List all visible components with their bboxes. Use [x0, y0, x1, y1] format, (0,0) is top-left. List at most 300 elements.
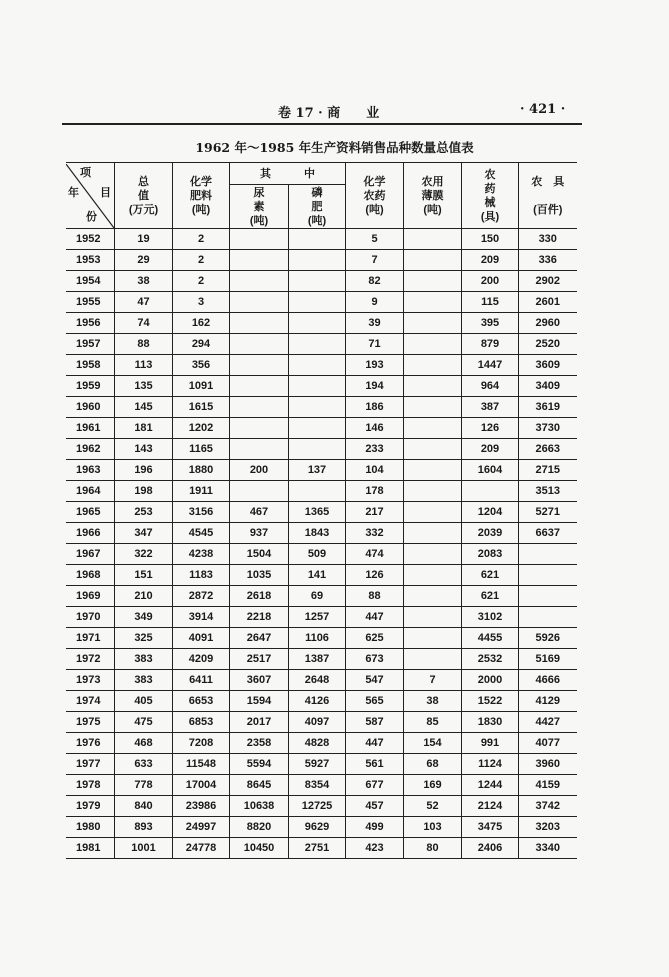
value-cell: 621: [462, 586, 519, 607]
value-cell: 104: [346, 460, 404, 481]
value-cell: [289, 481, 346, 502]
value-cell: 457: [346, 796, 404, 817]
value-cell: 3156: [173, 502, 230, 523]
value-cell: 2517: [230, 649, 289, 670]
table-row: [66, 712, 577, 733]
value-cell: [519, 607, 577, 628]
value-cell: [404, 292, 462, 313]
value-cell: 4238: [173, 544, 230, 565]
value-cell: [519, 544, 577, 565]
value-cell: 1911: [173, 481, 230, 502]
value-cell: 2648: [289, 670, 346, 691]
value-cell: 135: [115, 376, 173, 397]
year-cell: 1958: [66, 355, 115, 376]
year-cell: 1962: [66, 439, 115, 460]
value-cell: 126: [462, 418, 519, 439]
value-cell: 2124: [462, 796, 519, 817]
value-cell: 387: [462, 397, 519, 418]
year-cell: 1968: [66, 565, 115, 586]
value-cell: 7: [346, 250, 404, 271]
value-cell: 621: [462, 565, 519, 586]
value-cell: 9: [346, 292, 404, 313]
value-cell: 3914: [173, 607, 230, 628]
value-cell: [404, 418, 462, 439]
value-cell: 39: [346, 313, 404, 334]
value-cell: 178: [346, 481, 404, 502]
value-cell: 383: [115, 670, 173, 691]
col-film: 农用 薄膜 (吨): [404, 163, 462, 229]
value-cell: [230, 313, 289, 334]
value-cell: 3619: [519, 397, 577, 418]
table-row: [66, 313, 577, 334]
value-cell: [289, 397, 346, 418]
value-cell: 1257: [289, 607, 346, 628]
value-cell: 325: [115, 628, 173, 649]
value-cell: 4455: [462, 628, 519, 649]
value-cell: 1830: [462, 712, 519, 733]
value-cell: [289, 271, 346, 292]
value-cell: 475: [115, 712, 173, 733]
value-cell: 332: [346, 523, 404, 544]
col-phosphate: 磷 肥 (吨): [289, 185, 346, 229]
value-cell: [404, 376, 462, 397]
table-row: [66, 544, 577, 565]
value-cell: [230, 271, 289, 292]
value-cell: 1880: [173, 460, 230, 481]
value-cell: 5926: [519, 628, 577, 649]
value-cell: 1504: [230, 544, 289, 565]
corner-right: 目: [100, 186, 111, 199]
value-cell: 7208: [173, 733, 230, 754]
value-cell: 2520: [519, 334, 577, 355]
table-row: [66, 775, 577, 796]
value-cell: 2: [173, 229, 230, 250]
value-cell: 68: [404, 754, 462, 775]
year-cell: 1973: [66, 670, 115, 691]
value-cell: 80: [404, 838, 462, 859]
value-cell: 4091: [173, 628, 230, 649]
value-cell: 8645: [230, 775, 289, 796]
year-cell: 1959: [66, 376, 115, 397]
value-cell: 2017: [230, 712, 289, 733]
value-cell: 2532: [462, 649, 519, 670]
col-pesticide: 化学 农药 (吨): [346, 163, 404, 229]
value-cell: [230, 334, 289, 355]
year-cell: 1978: [66, 775, 115, 796]
value-cell: 29: [115, 250, 173, 271]
value-cell: 4126: [289, 691, 346, 712]
value-cell: [404, 313, 462, 334]
value-cell: 1001: [115, 838, 173, 859]
value-cell: [404, 439, 462, 460]
value-cell: 217: [346, 502, 404, 523]
corner-bottom: 份: [86, 210, 97, 223]
value-cell: 154: [404, 733, 462, 754]
value-cell: 3: [173, 292, 230, 313]
year-cell: 1970: [66, 607, 115, 628]
value-cell: 561: [346, 754, 404, 775]
table-title: 1962 年～1985 年生产资料销售品种数量总值表: [195, 140, 474, 155]
value-cell: 447: [346, 733, 404, 754]
value-cell: 3409: [519, 376, 577, 397]
value-cell: 1522: [462, 691, 519, 712]
value-cell: 1204: [462, 502, 519, 523]
value-cell: 6637: [519, 523, 577, 544]
year-cell: 1979: [66, 796, 115, 817]
value-cell: [230, 439, 289, 460]
value-cell: 2000: [462, 670, 519, 691]
value-cell: 2406: [462, 838, 519, 859]
value-cell: 181: [115, 418, 173, 439]
value-cell: [404, 355, 462, 376]
value-cell: 2902: [519, 271, 577, 292]
value-cell: 4129: [519, 691, 577, 712]
value-cell: 879: [462, 334, 519, 355]
value-cell: 1604: [462, 460, 519, 481]
value-cell: 383: [115, 649, 173, 670]
value-cell: 1106: [289, 628, 346, 649]
value-cell: 1244: [462, 775, 519, 796]
value-cell: 1091: [173, 376, 230, 397]
year-cell: 1975: [66, 712, 115, 733]
year-cell: 1971: [66, 628, 115, 649]
value-cell: 587: [346, 712, 404, 733]
value-cell: 10638: [230, 796, 289, 817]
value-cell: 673: [346, 649, 404, 670]
value-cell: 5927: [289, 754, 346, 775]
value-cell: 633: [115, 754, 173, 775]
table-row: [66, 565, 577, 586]
value-cell: [289, 292, 346, 313]
value-cell: 146: [346, 418, 404, 439]
value-cell: 468: [115, 733, 173, 754]
value-cell: 2647: [230, 628, 289, 649]
value-cell: 2872: [173, 586, 230, 607]
table-row: [66, 628, 577, 649]
value-cell: [404, 565, 462, 586]
value-cell: 5169: [519, 649, 577, 670]
value-cell: 937: [230, 523, 289, 544]
table-row: [66, 481, 577, 502]
value-cell: 4545: [173, 523, 230, 544]
corner-top: 项: [80, 166, 91, 179]
table-row: [66, 733, 577, 754]
value-cell: 349: [115, 607, 173, 628]
value-cell: 4427: [519, 712, 577, 733]
value-cell: [289, 439, 346, 460]
year-cell: 1969: [66, 586, 115, 607]
value-cell: 137: [289, 460, 346, 481]
value-cell: [230, 229, 289, 250]
value-cell: 322: [115, 544, 173, 565]
value-cell: [404, 586, 462, 607]
value-cell: 3475: [462, 817, 519, 838]
col-sprayer: 农 药 械 (具): [462, 163, 519, 229]
value-cell: [230, 397, 289, 418]
value-cell: 1202: [173, 418, 230, 439]
value-cell: [230, 481, 289, 502]
value-cell: 2715: [519, 460, 577, 481]
year-cell: 1964: [66, 481, 115, 502]
value-cell: 3102: [462, 607, 519, 628]
page-number: · 421 ·: [520, 102, 566, 117]
table-row: [66, 418, 577, 439]
value-cell: 2601: [519, 292, 577, 313]
section-title: 卷 17 · 商 业: [278, 106, 380, 121]
value-cell: [404, 250, 462, 271]
value-cell: [289, 313, 346, 334]
value-cell: 625: [346, 628, 404, 649]
year-cell: 1980: [66, 817, 115, 838]
value-cell: 143: [115, 439, 173, 460]
value-cell: 2083: [462, 544, 519, 565]
value-cell: 151: [115, 565, 173, 586]
value-cell: 3609: [519, 355, 577, 376]
year-cell: 1952: [66, 229, 115, 250]
value-cell: 38: [404, 691, 462, 712]
value-cell: [289, 355, 346, 376]
value-cell: 233: [346, 439, 404, 460]
value-cell: 5271: [519, 502, 577, 523]
value-cell: 82: [346, 271, 404, 292]
table-row: [66, 649, 577, 670]
table-row: [66, 754, 577, 775]
value-cell: 2039: [462, 523, 519, 544]
value-cell: 210: [115, 586, 173, 607]
value-cell: 1165: [173, 439, 230, 460]
value-cell: 4097: [289, 712, 346, 733]
table-row: [66, 229, 577, 250]
value-cell: 113: [115, 355, 173, 376]
value-cell: 1365: [289, 502, 346, 523]
value-cell: 169: [404, 775, 462, 796]
year-cell: 1960: [66, 397, 115, 418]
value-cell: 47: [115, 292, 173, 313]
value-cell: [404, 229, 462, 250]
value-cell: 1594: [230, 691, 289, 712]
value-cell: 5594: [230, 754, 289, 775]
value-cell: 474: [346, 544, 404, 565]
value-cell: 499: [346, 817, 404, 838]
value-cell: 677: [346, 775, 404, 796]
year-cell: 1961: [66, 418, 115, 439]
table-row: [66, 523, 577, 544]
value-cell: 336: [519, 250, 577, 271]
value-cell: 2218: [230, 607, 289, 628]
value-cell: 405: [115, 691, 173, 712]
value-cell: 893: [115, 817, 173, 838]
table-row: [66, 376, 577, 397]
value-cell: 423: [346, 838, 404, 859]
value-cell: [404, 649, 462, 670]
value-cell: 2358: [230, 733, 289, 754]
value-cell: [230, 418, 289, 439]
value-cell: [230, 376, 289, 397]
year-cell: 1966: [66, 523, 115, 544]
year-cell: 1955: [66, 292, 115, 313]
value-cell: 4209: [173, 649, 230, 670]
value-cell: 3607: [230, 670, 289, 691]
value-cell: 3340: [519, 838, 577, 859]
header-rule: [62, 123, 582, 125]
value-cell: 8354: [289, 775, 346, 796]
value-cell: [519, 565, 577, 586]
value-cell: 4666: [519, 670, 577, 691]
year-cell: 1956: [66, 313, 115, 334]
value-cell: 6653: [173, 691, 230, 712]
col-of-which: 其 中: [230, 163, 346, 185]
value-cell: 7: [404, 670, 462, 691]
value-cell: [289, 376, 346, 397]
value-cell: 141: [289, 565, 346, 586]
value-cell: 4828: [289, 733, 346, 754]
value-cell: [230, 355, 289, 376]
value-cell: 565: [346, 691, 404, 712]
value-cell: 38: [115, 271, 173, 292]
value-cell: [519, 586, 577, 607]
value-cell: [462, 481, 519, 502]
value-cell: 330: [519, 229, 577, 250]
value-cell: 2: [173, 250, 230, 271]
value-cell: [404, 523, 462, 544]
value-cell: [404, 271, 462, 292]
year-cell: 1953: [66, 250, 115, 271]
value-cell: 12725: [289, 796, 346, 817]
value-cell: 2960: [519, 313, 577, 334]
value-cell: 447: [346, 607, 404, 628]
running-header: [0, 102, 669, 122]
value-cell: 209: [462, 250, 519, 271]
value-cell: 9629: [289, 817, 346, 838]
value-cell: 150: [462, 229, 519, 250]
value-cell: 347: [115, 523, 173, 544]
value-cell: 991: [462, 733, 519, 754]
value-cell: 2618: [230, 586, 289, 607]
year-cell: 1954: [66, 271, 115, 292]
corner-left: 年: [68, 186, 79, 199]
value-cell: 196: [115, 460, 173, 481]
value-cell: 17004: [173, 775, 230, 796]
year-cell: 1976: [66, 733, 115, 754]
value-cell: 3730: [519, 418, 577, 439]
value-cell: 1843: [289, 523, 346, 544]
value-cell: 778: [115, 775, 173, 796]
value-cell: [289, 418, 346, 439]
table-row: [66, 607, 577, 628]
value-cell: 145: [115, 397, 173, 418]
table-row: [66, 439, 577, 460]
value-cell: 3742: [519, 796, 577, 817]
value-cell: [230, 292, 289, 313]
value-cell: [404, 334, 462, 355]
value-cell: 294: [173, 334, 230, 355]
value-cell: 3203: [519, 817, 577, 838]
col-tools: 农 具 (百件): [519, 163, 577, 229]
value-cell: 2663: [519, 439, 577, 460]
value-cell: 6411: [173, 670, 230, 691]
table-row: [66, 292, 577, 313]
value-cell: [404, 481, 462, 502]
value-cell: 547: [346, 670, 404, 691]
value-cell: 88: [115, 334, 173, 355]
value-cell: 1387: [289, 649, 346, 670]
table-row: [66, 271, 577, 292]
value-cell: 10450: [230, 838, 289, 859]
value-cell: 11548: [173, 754, 230, 775]
value-cell: [289, 250, 346, 271]
value-cell: 74: [115, 313, 173, 334]
value-cell: 71: [346, 334, 404, 355]
year-cell: 1977: [66, 754, 115, 775]
value-cell: 200: [462, 271, 519, 292]
value-cell: 1035: [230, 565, 289, 586]
value-cell: 88: [346, 586, 404, 607]
value-cell: [404, 397, 462, 418]
value-cell: 194: [346, 376, 404, 397]
value-cell: 186: [346, 397, 404, 418]
value-cell: 193: [346, 355, 404, 376]
table-row: [66, 502, 577, 523]
value-cell: 4077: [519, 733, 577, 754]
table-row: [66, 250, 577, 271]
table-row: [66, 817, 577, 838]
year-cell: 1974: [66, 691, 115, 712]
value-cell: [230, 250, 289, 271]
table-row: [66, 586, 577, 607]
value-cell: [289, 334, 346, 355]
value-cell: 467: [230, 502, 289, 523]
value-cell: 4159: [519, 775, 577, 796]
year-cell: 1972: [66, 649, 115, 670]
value-cell: 1615: [173, 397, 230, 418]
value-cell: 964: [462, 376, 519, 397]
value-cell: 115: [462, 292, 519, 313]
year-cell: 1965: [66, 502, 115, 523]
value-cell: 2: [173, 271, 230, 292]
value-cell: 1183: [173, 565, 230, 586]
year-cell: 1981: [66, 838, 115, 859]
col-urea: 尿 素 (吨): [230, 185, 289, 229]
value-cell: 8820: [230, 817, 289, 838]
value-cell: 3960: [519, 754, 577, 775]
value-cell: 19: [115, 229, 173, 250]
col-fertilizer: 化学 肥料 (吨): [173, 163, 230, 229]
value-cell: 6853: [173, 712, 230, 733]
data-table: [66, 162, 577, 859]
value-cell: [404, 460, 462, 481]
table-row: [66, 334, 577, 355]
value-cell: [404, 502, 462, 523]
table-row: [66, 691, 577, 712]
value-cell: 3513: [519, 481, 577, 502]
value-cell: 85: [404, 712, 462, 733]
col-total: 总 值 (万元): [115, 163, 173, 229]
value-cell: 24997: [173, 817, 230, 838]
value-cell: 1124: [462, 754, 519, 775]
value-cell: 198: [115, 481, 173, 502]
value-cell: 52: [404, 796, 462, 817]
year-cell: 1967: [66, 544, 115, 565]
value-cell: 356: [173, 355, 230, 376]
table-row: [66, 796, 577, 817]
value-cell: 395: [462, 313, 519, 334]
value-cell: 5: [346, 229, 404, 250]
value-cell: 253: [115, 502, 173, 523]
table-row: [66, 355, 577, 376]
value-cell: [404, 607, 462, 628]
value-cell: 103: [404, 817, 462, 838]
value-cell: 209: [462, 439, 519, 460]
